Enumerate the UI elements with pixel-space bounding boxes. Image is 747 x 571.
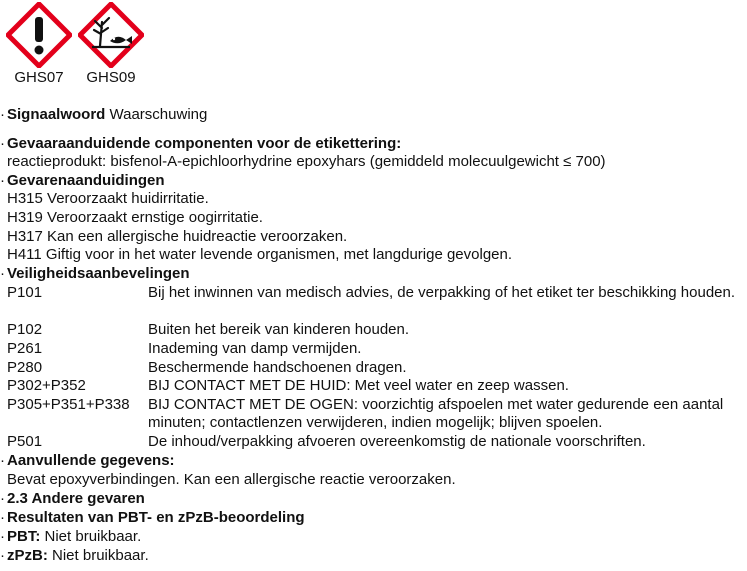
pbt-assessment-heading: Resultaten van PBT- en zPzB-beoordeling bbox=[7, 509, 305, 526]
components-heading: Gevaaraanduidende componenten voor de etikettering: bbox=[7, 135, 402, 152]
precaution-text: De inhoud/verpakking afvoeren overeenkomstig de nationale voorschriften. bbox=[148, 433, 646, 450]
signal-word-label: Signaalwoord bbox=[7, 106, 106, 123]
hazard-statement: H411 Giftig voor in het water levende organismen, met langdurige gevolgen. bbox=[7, 246, 513, 263]
zpzb-value: Niet bruikbaar. bbox=[52, 547, 149, 564]
signal-word-line bbox=[0, 106, 207, 124]
other-hazards-heading: 2.3 Andere gevaren bbox=[7, 490, 145, 507]
components-text: reactieprodukt: bisfenol-A-epichloorhydrine epoxyhars (gemiddeld molecuulgewicht ≤ 700) bbox=[7, 153, 606, 170]
precaution-text: BIJ CONTACT MET DE OGEN: voorzichtig afspoelen met water gedurende een aantal minuten; contactlenzen verwijderen, indien mogelijk; blijven spoelen. bbox=[148, 396, 724, 431]
zpzb-line bbox=[0, 547, 149, 565]
bullet: · bbox=[0, 490, 5, 507]
exclamation-mark-icon bbox=[6, 2, 72, 68]
bullet: · bbox=[0, 452, 5, 469]
zpzb-label: zPzB: bbox=[7, 547, 48, 564]
precautions-heading: Veiligheidsaanbevelingen bbox=[7, 265, 190, 282]
precaution-row bbox=[7, 396, 747, 432]
pbt-assessment-heading-line bbox=[0, 509, 305, 527]
signal-word-value: Waarschuwing bbox=[109, 106, 208, 123]
other-hazards-heading-line bbox=[0, 490, 145, 508]
components-heading-line bbox=[0, 135, 401, 153]
additional-text: Bevat epoxyverbindingen. Kan een allergische reactie veroorzaken. bbox=[7, 471, 456, 488]
precautions-heading-line bbox=[0, 265, 190, 283]
pbt-value: Niet bruikbaar. bbox=[44, 528, 142, 545]
pbt-line bbox=[0, 528, 141, 546]
precaution-text: Bij het inwinnen van medisch advies, de verpakking of het etiket ter beschikking houden. bbox=[148, 284, 736, 301]
precaution-code: P101 bbox=[7, 284, 43, 301]
precaution-code: P102 bbox=[7, 321, 43, 338]
precaution-text: BIJ CONTACT MET DE HUID: Met veel water en zeep wassen. bbox=[148, 377, 569, 394]
ghs-pictograms bbox=[6, 2, 156, 90]
environment-hazard-icon bbox=[78, 2, 144, 68]
precaution-text: Buiten het bereik van kinderen houden. bbox=[148, 321, 410, 338]
bullet: · bbox=[0, 172, 5, 189]
hazards-heading: Gevarenaanduidingen bbox=[7, 172, 165, 189]
precaution-code: P280 bbox=[7, 359, 43, 376]
bullet: · bbox=[0, 265, 5, 282]
precaution-code: P305+P351+P338 bbox=[7, 396, 130, 413]
additional-heading: Aanvullende gegevens: bbox=[7, 452, 175, 469]
pictogram-code-ghs07: GHS07 bbox=[14, 69, 64, 86]
precaution-code: P302+P352 bbox=[7, 377, 86, 394]
bullet: · bbox=[0, 547, 5, 564]
precaution-text: Inademing van damp vermijden. bbox=[148, 340, 362, 357]
pbt-label: PBT: bbox=[7, 528, 41, 545]
precaution-code: P501 bbox=[7, 433, 43, 450]
hazard-statement: H319 Veroorzaakt ernstige oogirritatie. bbox=[7, 209, 263, 226]
bullet: · bbox=[0, 106, 5, 123]
hazards-heading-line bbox=[0, 172, 165, 190]
hazard-statement: H315 Veroorzaakt huidirritatie. bbox=[7, 190, 209, 207]
precaution-code: P261 bbox=[7, 340, 43, 357]
additional-heading-line bbox=[0, 452, 175, 470]
precaution-text: Beschermende handschoenen dragen. bbox=[148, 359, 407, 376]
bullet: · bbox=[0, 509, 5, 526]
bullet: · bbox=[0, 135, 5, 152]
hazard-statement: H317 Kan een allergische huidreactie veroorzaken. bbox=[7, 228, 348, 245]
precaution-row bbox=[7, 284, 747, 320]
pictogram-code-ghs09: GHS09 bbox=[86, 69, 136, 86]
bullet: · bbox=[0, 528, 5, 545]
